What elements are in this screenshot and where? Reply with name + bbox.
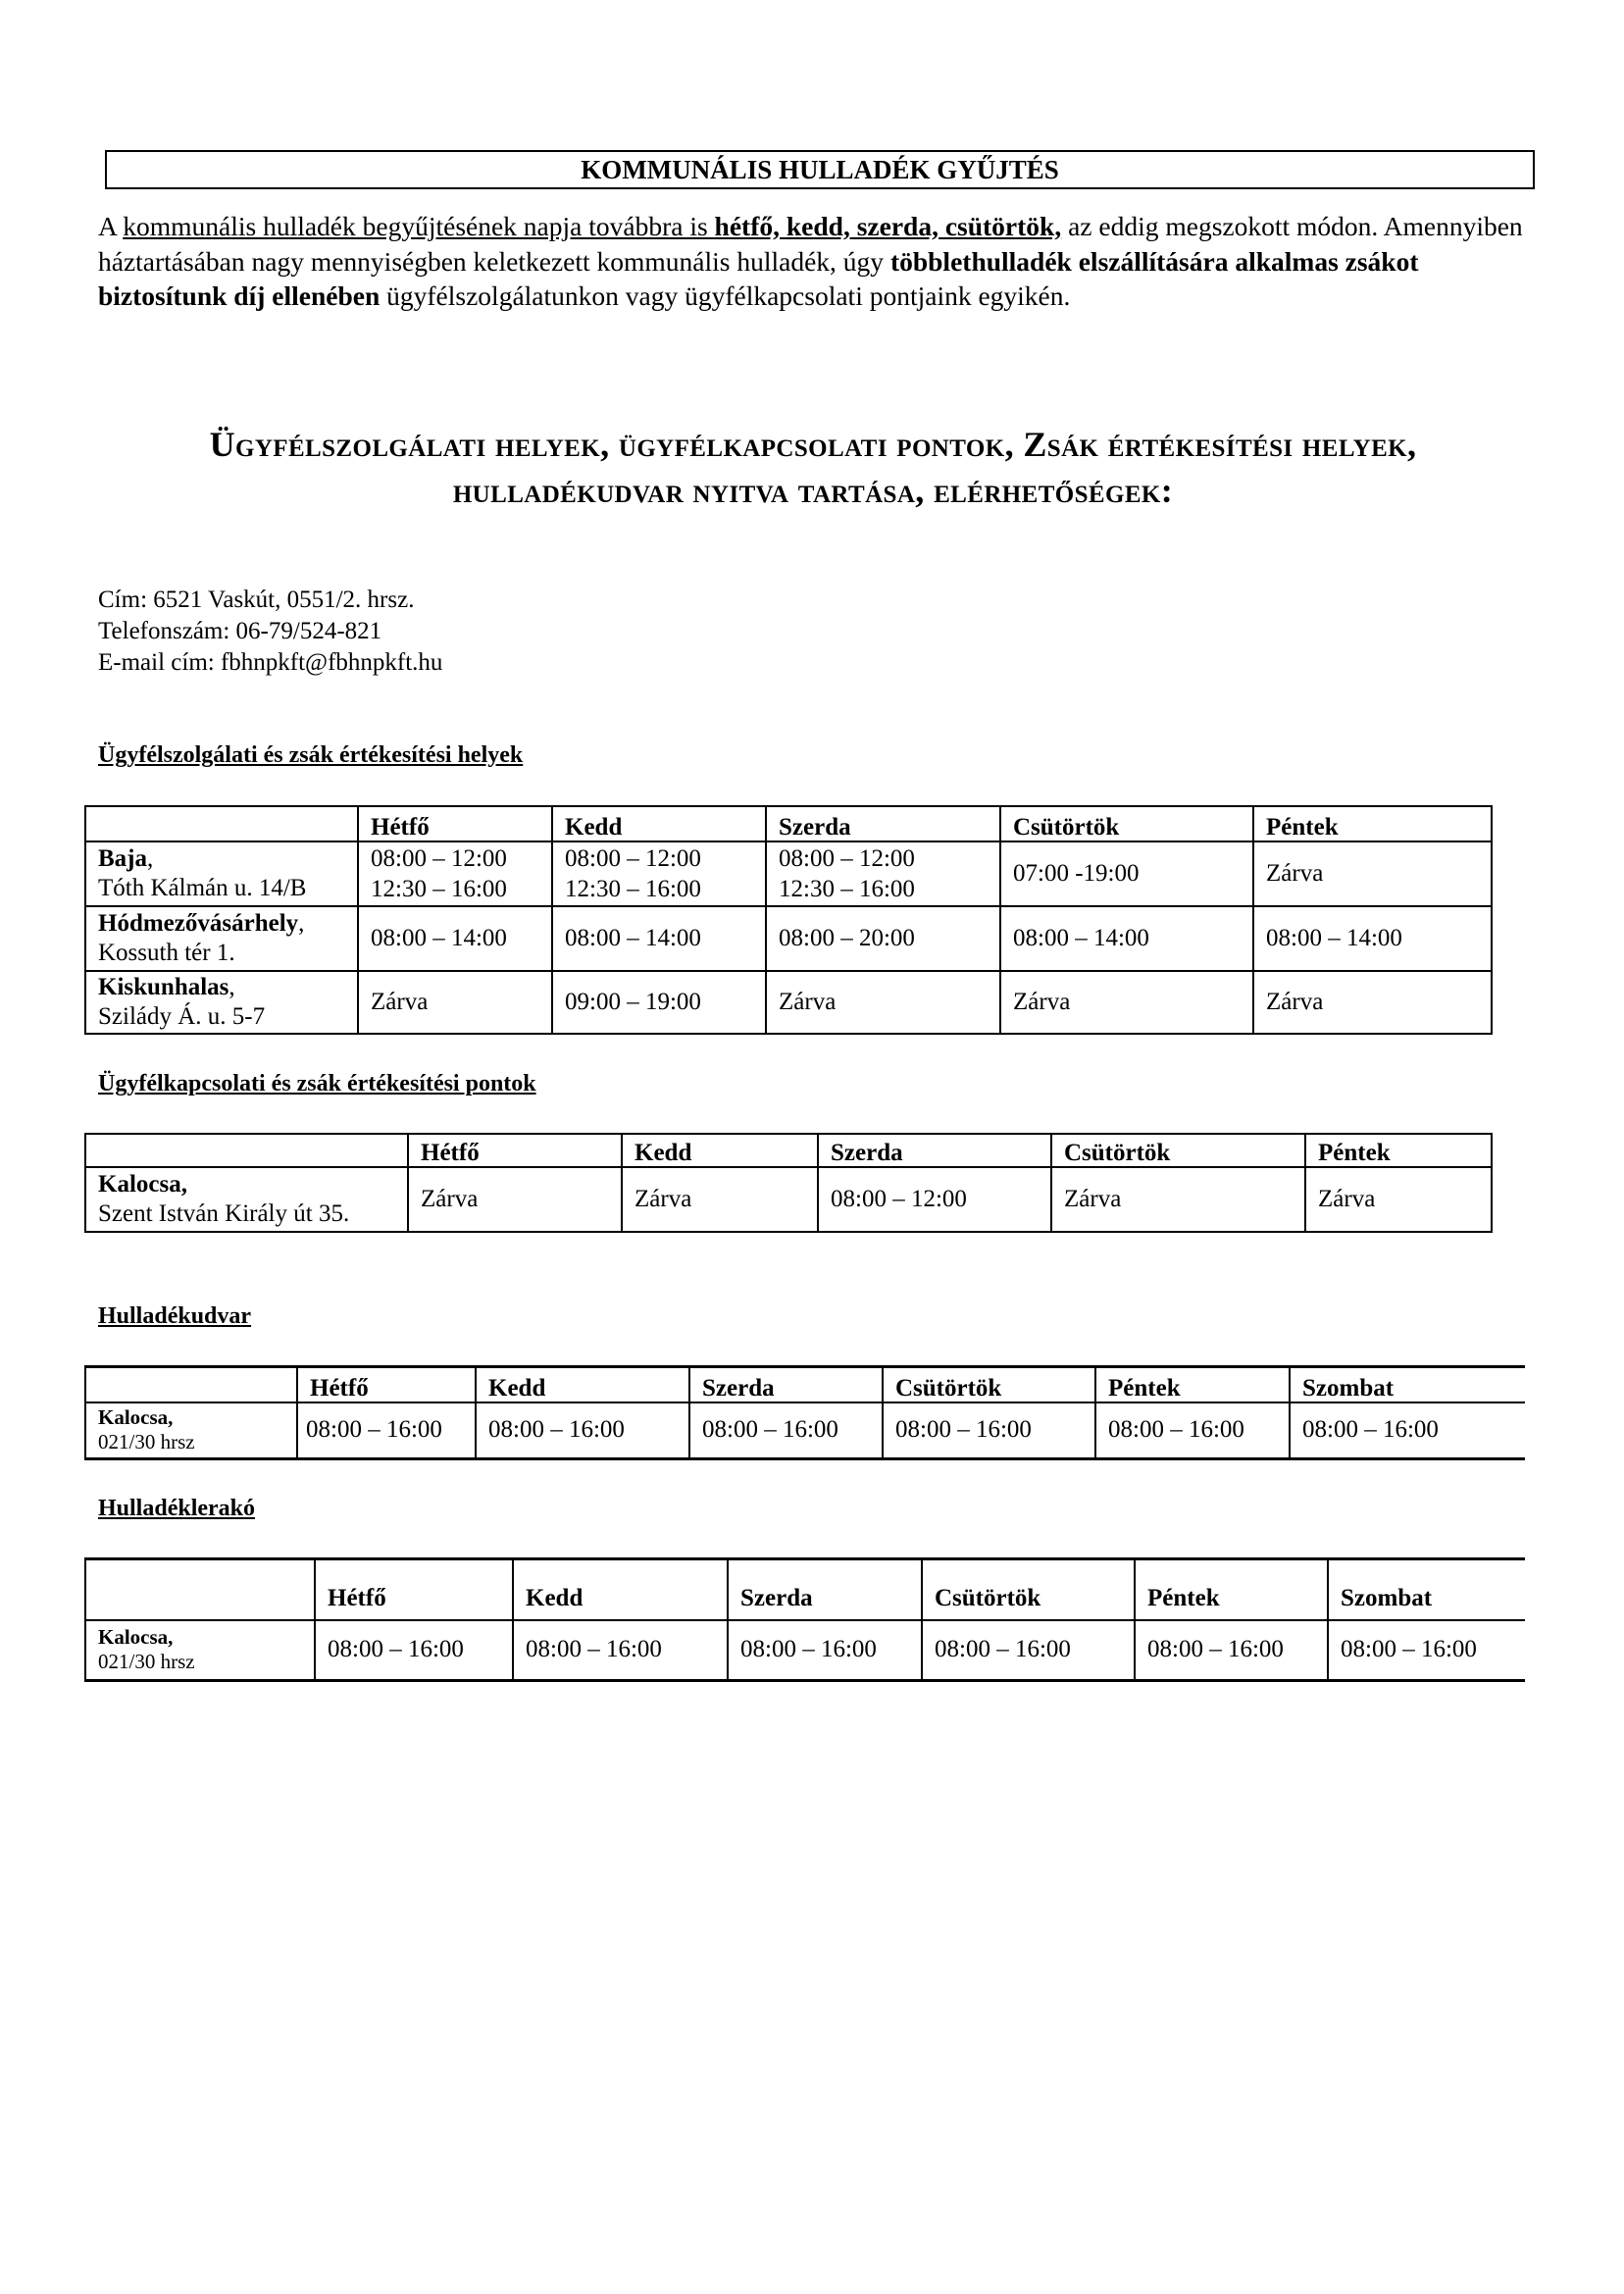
hours-cell: 08:00 – 16:00	[922, 1620, 1135, 1681]
hours-cell: 08:00 – 16:00	[476, 1402, 689, 1459]
table-header-day: Kedd	[513, 1559, 728, 1620]
hours-line: 08:00 – 12:00	[565, 845, 701, 872]
table-header-day: Péntek	[1305, 1134, 1492, 1167]
contact-email: E-mail cím: fbhnpkft@fbhnpkft.hu	[98, 649, 443, 676]
table3-title: Hulladékudvar	[98, 1303, 252, 1329]
hours-cell: 08:00 – 12:00	[818, 1167, 1051, 1232]
hours-cell	[552, 841, 766, 906]
hours-cell: 08:00 – 16:00	[728, 1620, 922, 1681]
hours-cell: Zárva	[358, 971, 552, 1034]
location-separator: ,	[147, 845, 154, 872]
table-header-day: Szerda	[728, 1559, 922, 1620]
table-header-day: Péntek	[1135, 1559, 1328, 1620]
location-street: 021/30 hrsz	[98, 1430, 195, 1454]
table-header-row	[85, 1559, 1525, 1620]
hours-cell: Zárva	[1253, 841, 1492, 906]
table-header-day: Hétfő	[408, 1134, 622, 1167]
table-row	[85, 1620, 1525, 1681]
location-city: Baja	[98, 845, 147, 872]
hours-cell: Zárva	[622, 1167, 818, 1232]
table-header-day: Szerda	[818, 1134, 1051, 1167]
hours-cell: Zárva	[1253, 971, 1492, 1034]
table-row	[85, 906, 1492, 971]
section-heading-line1: Ügyfélszolgálati helyek, ügyfélkapcsolati pontok, Zsák értékesítési helyek,	[209, 425, 1417, 464]
hours-cell: 07:00 -19:00	[1000, 841, 1253, 906]
location-street: 021/30 hrsz	[98, 1650, 195, 1674]
hours-cell: 08:00 – 16:00	[297, 1402, 476, 1459]
hours-cell: Zárva	[1305, 1167, 1492, 1232]
location-cell	[85, 841, 358, 906]
intro-text-middle: az eddig megszokott módon. Amennyiben háztartásában nagy mennyiségben keletkezett kommunális hulladék, úgy	[98, 211, 1523, 277]
table-header-day: Péntek	[1253, 806, 1492, 841]
intro-text-start: A	[98, 211, 124, 241]
table-row	[85, 841, 1492, 906]
location-city: Kalocsa,	[98, 1625, 174, 1650]
hours-cell: 08:00 – 14:00	[1253, 906, 1492, 971]
intro-paragraph	[98, 209, 1540, 314]
table1-title: Ügyfélszolgálati és zsák értékesítési helyek	[98, 742, 524, 768]
table-header-row	[85, 806, 1492, 841]
table-header-day: Szerda	[766, 806, 1000, 841]
table-row	[85, 1167, 1492, 1232]
hours-cell: Zárva	[408, 1167, 622, 1232]
table-header-row	[85, 1367, 1525, 1402]
intro-bag-offer: többlethulladék elszállítására alkalmas zsákot biztosítunk díj ellenében	[98, 245, 1419, 311]
table-header-day: Csütörtök	[1051, 1134, 1305, 1167]
hours-cell: 08:00 – 14:00	[552, 906, 766, 971]
hours-cell: 08:00 – 16:00	[513, 1620, 728, 1681]
hours-cell: 09:00 – 19:00	[552, 971, 766, 1034]
page-title: KOMMUNÁLIS HULLADÉK GYŰJTÉS	[105, 150, 1535, 189]
section-heading-line2: hulladékudvar nyitva tartása, elérhetőségek:	[452, 471, 1174, 510]
contact-points-table	[84, 1133, 1493, 1233]
location-city: Kalocsa,	[98, 1405, 174, 1430]
table-header-day: Csütörtök	[883, 1367, 1095, 1402]
location-city: Hódmezővásárhely	[98, 910, 299, 937]
waste-yard-table	[84, 1365, 1525, 1460]
table-header-day: Hétfő	[297, 1367, 476, 1402]
hours-cell: Zárva	[1051, 1167, 1305, 1232]
contact-block	[98, 585, 442, 679]
table-header-day: Kedd	[476, 1367, 689, 1402]
table-header-empty	[85, 806, 358, 841]
hours-line: 12:30 – 16:00	[779, 876, 915, 902]
hours-cell: 08:00 – 16:00	[1328, 1620, 1525, 1681]
location-street: Tóth Kálmán u. 14/B	[98, 875, 307, 901]
table-header-empty	[85, 1559, 315, 1620]
table-header-day: Szombat	[1290, 1367, 1525, 1402]
table-header-day: Csütörtök	[1000, 806, 1253, 841]
table-row	[85, 1402, 1525, 1459]
location-street: Szilády Á. u. 5-7	[98, 1003, 266, 1030]
hours-cell: Zárva	[1000, 971, 1253, 1034]
landfill-table	[84, 1557, 1525, 1682]
location-street: Szent István Király út 35.	[98, 1200, 350, 1227]
table-header-day: Szombat	[1328, 1559, 1525, 1620]
table-header-day: Péntek	[1095, 1367, 1290, 1402]
table4-title: Hulladéklerakó	[98, 1496, 256, 1521]
hours-cell: 08:00 – 14:00	[358, 906, 552, 971]
table-row	[85, 971, 1492, 1034]
table-header-empty	[85, 1367, 297, 1402]
location-cell	[85, 1402, 297, 1459]
location-separator: ,	[298, 910, 305, 937]
hours-cell: 08:00 – 16:00	[315, 1620, 513, 1681]
contact-phone: Telefonszám: 06-79/524-821	[98, 618, 382, 644]
hours-cell: 08:00 – 16:00	[689, 1402, 883, 1459]
table-header-row	[85, 1134, 1492, 1167]
hours-cell: 08:00 – 16:00	[1135, 1620, 1328, 1681]
location-cell	[85, 1167, 408, 1232]
location-street: Kossuth tér 1.	[98, 940, 235, 966]
location-city: Kiskunhalas	[98, 974, 229, 1000]
hours-line: 08:00 – 12:00	[371, 845, 507, 872]
location-cell	[85, 1620, 315, 1681]
location-cell	[85, 906, 358, 971]
table-header-day: Szerda	[689, 1367, 883, 1402]
table-header-day: Kedd	[622, 1134, 818, 1167]
table2-title: Ügyfélkapcsolati és zsák értékesítési pontok	[98, 1071, 536, 1096]
table-header-day: Hétfő	[315, 1559, 513, 1620]
hours-line: 12:30 – 16:00	[371, 876, 507, 902]
hours-line: 12:30 – 16:00	[565, 876, 701, 902]
location-city: Kalocsa,	[98, 1171, 187, 1198]
table-header-empty	[85, 1134, 408, 1167]
location-separator: ,	[228, 974, 235, 1000]
location-cell	[85, 971, 358, 1034]
section-heading	[98, 422, 1528, 514]
hours-cell: Zárva	[766, 971, 1000, 1034]
hours-cell: 08:00 – 16:00	[883, 1402, 1095, 1459]
table-header-day: Kedd	[552, 806, 766, 841]
hours-cell	[766, 841, 1000, 906]
hours-cell	[358, 841, 552, 906]
hours-cell: 08:00 – 20:00	[766, 906, 1000, 971]
table-header-day: Csütörtök	[922, 1559, 1135, 1620]
hours-cell: 08:00 – 14:00	[1000, 906, 1253, 971]
intro-collection-days: hétfő, kedd, szerda, csütörtök,	[714, 211, 1062, 241]
hours-cell: 08:00 – 16:00	[1095, 1402, 1290, 1459]
hours-line: 08:00 – 12:00	[779, 845, 915, 872]
table-header-day: Hétfő	[358, 806, 552, 841]
service-locations-table	[84, 805, 1493, 1035]
hours-cell: 08:00 – 16:00	[1290, 1402, 1525, 1459]
contact-address: Cím: 6521 Vaskút, 0551/2. hrsz.	[98, 586, 415, 613]
intro-text-underlined: kommunális hulladék begyűjtésének napja továbbra is	[123, 211, 715, 241]
intro-text-end: ügyfélszolgálatunkon vagy ügyfélkapcsolati pontjaink egyikén.	[380, 280, 1071, 311]
